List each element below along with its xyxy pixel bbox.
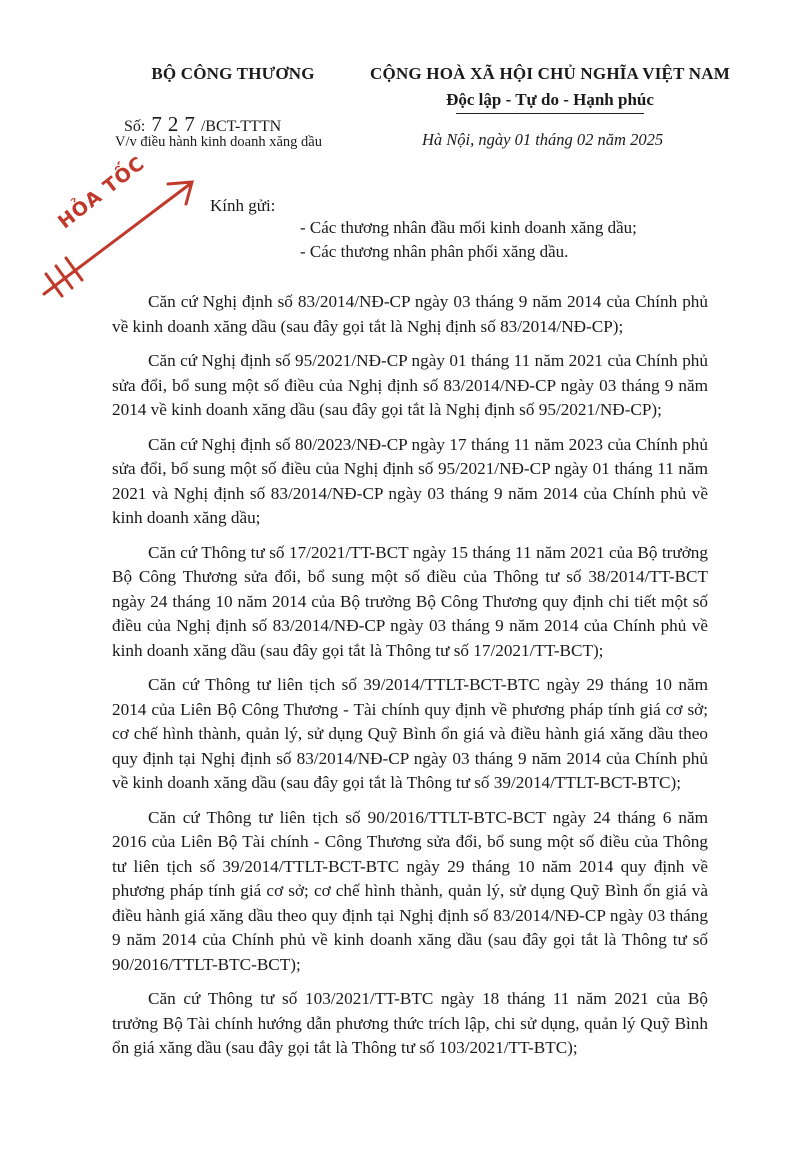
document-subject: V/v điều hành kinh doanh xăng dầu <box>115 134 322 150</box>
motto: Độc lập - Tự do - Hạnh phúc <box>446 90 654 109</box>
motto-underline <box>456 113 644 114</box>
recipient-item: - Các thương nhân đầu mối kinh doanh xăng dầu; <box>300 218 637 237</box>
body-paragraph: Căn cứ Nghị định số 95/2021/NĐ-CP ngày 01 tháng 11 năm 2021 của Chính phủ sửa đổi, bổ sung một số điều của Nghị định số 83/2014/NĐ-CP ngày 03 tháng 9 năm 2014 về kinh doanh xăng dầu (sau đây gọi tắt là Nghị định số 95/2021/NĐ-CP); <box>112 351 708 419</box>
urgent-stamp: HỎA TỐC <box>54 152 150 234</box>
arrow-icon <box>40 178 200 308</box>
body-paragraph: Căn cứ Thông tư số 103/2021/TT-BTC ngày 18 tháng 11 năm 2021 của Bộ trưởng Bộ Tài chính hướng dẫn phương thức trích lập, chi sử dụng, quản lý Quỹ Bình ổn giá xăng dầu (sau đây gọi tắt là Thông tư số 103/2021/TT-BTC); <box>112 989 708 1057</box>
place-date: Hà Nội, ngày 01 tháng 02 năm 2025 <box>422 130 664 149</box>
nation-block <box>360 64 740 114</box>
body-paragraph: Căn cứ Thông tư liên tịch số 90/2016/TTLT-BTC-BCT ngày 24 tháng 6 năm 2016 của Liên Bộ Tài chính - Công Thương sửa đổi, bổ sung một số điều của Thông tư liên tịch số 39/2014/TTLT-BCT-BTC ngày 29 tháng 10 năm 2014 quy định về phương pháp tính giá cơ sở; cơ chế hình thành, quản lý, sử dụng Quỹ Bình ổn giá và điều hành giá xăng dầu theo quy định tại Nghị định số 83/2014/NĐ-CP ngày 03 tháng 9 năm 2014 của Chính phủ về kinh doanh xăng dầu (sau đây gọi tắt là Thông tư số 90/2016/TTLT-BTC-BCT); <box>112 807 708 974</box>
ministry-block <box>108 64 358 84</box>
doc-no-suffix: /BCT-TTTN <box>200 118 282 135</box>
body-paragraph: Căn cứ Thông tư liên tịch số 39/2014/TTLT-BCT-BTC ngày 29 tháng 10 năm 2014 của Liên Bộ Công Thương - Tài chính quy định về phương pháp tính giá cơ sở; cơ chế hình thành, quản lý, sử dụng Quỹ Bình ổn giá và điều hành giá xăng dầu theo quy định tại Nghị định số 83/2014/NĐ-CP ngày 03 tháng 9 năm 2014 của Chính phủ về kinh doanh xăng dầu (sau đây gọi tắt là Thông tư số 39/2014/TTLT-BCT-BTC); <box>112 675 708 792</box>
body-paragraph: Căn cứ Nghị định số 83/2014/NĐ-CP ngày 03 tháng 9 năm 2014 của Chính phủ về kinh doanh xăng dầu (sau đây gọi tắt là Nghị định số 83/2014/NĐ-CP); <box>112 292 708 336</box>
body-paragraph: Căn cứ Nghị định số 80/2023/NĐ-CP ngày 17 tháng 11 năm 2023 của Chính phủ sửa đổi, bổ sung một số điều của Nghị định số 95/2021/NĐ-CP ngày 01 tháng 11 năm 2021 và Nghị định số 83/2014/NĐ-CP ngày 03 tháng 9 năm 2014 của Chính phủ về kinh doanh xăng dầu; <box>112 434 708 527</box>
body-paragraph: Căn cứ Thông tư số 17/2021/TT-BCT ngày 15 tháng 11 năm 2021 của Bộ trưởng Bộ Công Thương sửa đổi, bổ sung một số điều của Thông tư số 38/2014/TT-BCT ngày 24 tháng 10 năm 2014 của Bộ trưởng Bộ Công Thương quy định chi tiết một số điều của Nghị định số 83/2014/NĐ-CP ngày 03 tháng 9 năm 2014 của Chính phủ về kinh doanh xăng dầu (sau đây gọi tắt là Thông tư số 17/2021/TT-BCT); <box>112 542 708 660</box>
doc-no-number: 727 <box>151 112 201 136</box>
recipients-label: Kính gửi: <box>210 196 276 215</box>
document-body <box>112 290 708 1071</box>
ministry-name: BỘ CÔNG THƯƠNG <box>151 64 315 83</box>
recipient-item: - Các thương nhân phân phối xăng dầu. <box>300 242 569 261</box>
nation-title: CỘNG HOÀ XÃ HỘI CHỦ NGHĨA VIỆT NAM <box>370 64 730 83</box>
doc-no-label: Số: <box>124 118 146 135</box>
